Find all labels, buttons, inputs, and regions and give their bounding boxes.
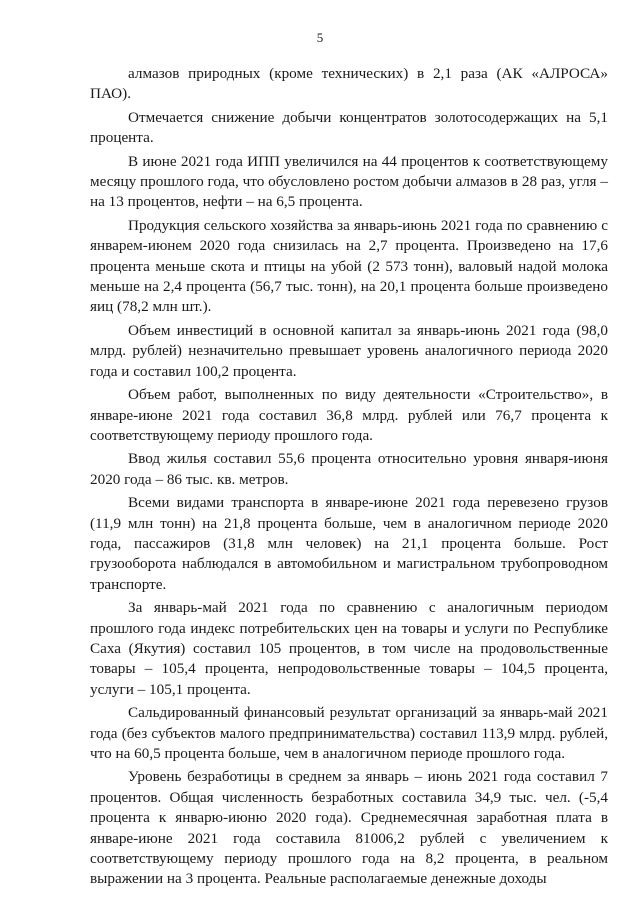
paragraph: Уровень безработицы в среднем за январь – июнь 2021 года составил 7 процентов. Общая численность безработных составила 34,9 тыс. чел. (-5,4 процента к январю-июню 2020 года). Среднемесячная заработная плата в январе-июне 2021 года составила 81006,2 рублей с увеличением к соответствующему периоду прошлого года на 8,2 процента, в реальном выражении на 3 процента. Реальные располагаемые денежные доходы — [90, 768, 608, 888]
page-number: 5 — [316, 30, 324, 45]
paragraph: Объем инвестиций в основной капитал за январь-июнь 2021 года (98,0 млрд. рублей) незначительно превышает уровень аналогичного периода 2020 года и составил 100,2 процента. — [90, 321, 608, 380]
paragraph: Всеми видами транспорта в январе-июне 2021 года перевезено грузов (11,9 млн тонн) на 21,8 процента больше, чем в аналогичном периоде 2020 года, пассажиров (31,8 млн человек) на 21,1 процента больше. Рост грузооборота наблюдался в автомобильном и магистральном трубопроводном транспорте. — [90, 494, 608, 593]
paragraph: Ввод жилья составил 55,6 процента относительно уровня января-июня 2020 года – 86 тыс. кв. метров. — [90, 450, 608, 488]
paragraph: алмазов природных (кроме технических) в 2,1 раза (АК «АЛРОСА» ПАО). — [90, 65, 608, 103]
paragraph: За январь-май 2021 года по сравнению с аналогичным периодом прошлого года индекс потребительских цен на товары и услуги по Республике Саха (Якутия) составил 105 процентов, в том числе на продовольственные товары – 105,4 процента, непродовольственные товары – 104,5 процента, услуги – 105,1 процента. — [90, 599, 608, 698]
paragraph: Сальдированный финансовый результат организаций за январь-май 2021 года (без субъектов малого предпринимательства) составил 113,9 млрд. рублей, что на 60,5 процента больше, чем в аналогичном периоде прошлого года. — [90, 704, 608, 762]
paragraph: Продукция сельского хозяйства за январь-июнь 2021 года по сравнению с январем-июнем 2020 года снизилась на 2,7 процента. Произведено на 17,6 процента меньше скота и птицы на убой (2 573 тонн), валовый надой молока меньше на 2,4 процента (56,7 тыс. тонн), на 20,1 процента больше произведено яиц (78,2 млн шт.). — [90, 216, 608, 316]
paragraph: Отмечается снижение добычи концентратов золотосодержащих на 5,1 процента. — [90, 108, 608, 147]
paragraph: В июне 2021 года ИПП увеличился на 44 процентов к соответствующему месяцу прошлого года, что обусловлено ростом добычи алмазов в 28 раз, угля – на 13 процентов, нефти – на 6,5 процента. — [90, 152, 608, 211]
document-body — [90, 64, 608, 893]
paragraph: Объем работ, выполненных по виду деятельности «Строительство», в январе-июне 2021 года составил 36,8 млрд. рублей или 76,7 процента к соответствующему периоду прошлого года. — [90, 386, 608, 444]
